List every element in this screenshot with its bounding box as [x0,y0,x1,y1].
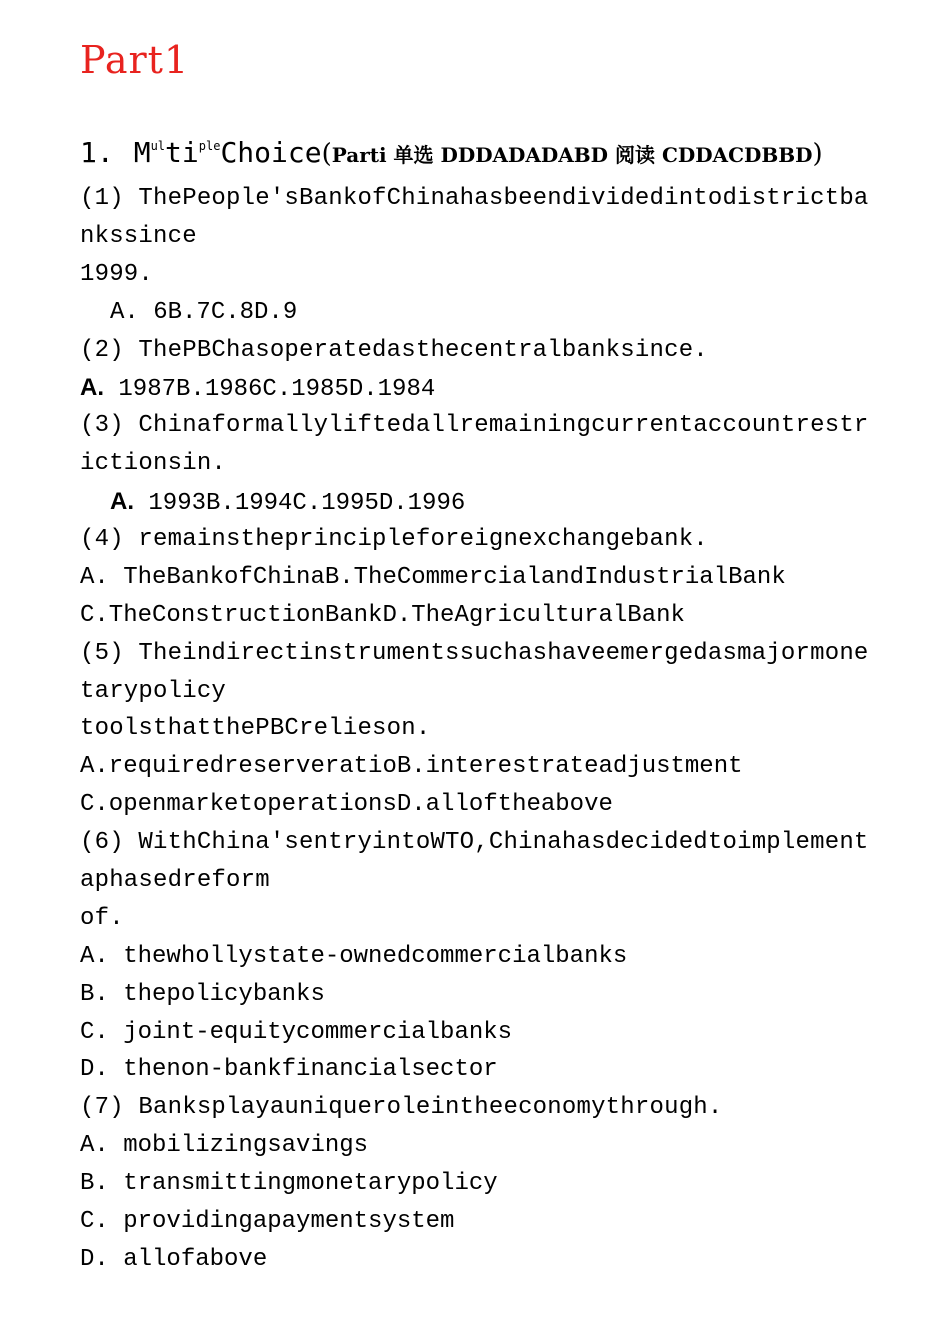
question-text-line: aphasedreform [80,867,270,895]
heading-sup-ple: ple [198,139,221,153]
answer-options [80,369,880,407]
heading-word-choice: Choice [220,136,322,169]
option-letter: A. [110,488,134,516]
answer-option: B. thepolicybanks [80,980,325,1008]
part-title: Part1 [80,38,190,82]
answer-options [80,483,880,521]
answer-option: C.openmarketoperationsD.alloftheabove [80,791,613,819]
heading-sup-ul: ul [150,139,166,153]
heading-open-paren: ( [321,139,332,169]
answer-option: B. transmittingmonetarypolicy [80,1170,498,1198]
question-text-line: nkssince [80,222,197,250]
question-text-line: 1999. [80,260,154,288]
answer-option: A.requiredreserveratioB.interestrateadjustment [80,753,743,781]
question-text-line: (1) ThePeople'sBankofChinahasbeendividedintodistrictba [80,185,869,212]
question-2 [80,332,880,408]
question-text-line: (6) WithChina'sentryintoWTO,Chinahasdecidedtoimplement [80,829,869,857]
answer-option: A. mobilizingsavings [80,1132,369,1160]
answer-option: A. thewhollystate-ownedcommercialbanks [80,942,628,970]
answer-option: A. TheBankofChinaB.TheCommercialandIndustrialBank [80,563,786,591]
answer-options: A. 6B.7C.8D.9 [110,298,298,326]
question-text-line: (5) Theindirectinstrumentssuchashaveemergedasmajormone [80,639,869,667]
option-values: 1987B.1986C.1985D.1984 [104,376,436,404]
question-text-line: (3) Chinaformallyliftedallremainingcurrentaccountrestr [80,412,869,440]
option-letter: A. [80,374,104,402]
heading-close-paren: ) [812,139,823,169]
question-text-line: (4) remainstheprincipleforeignexchangebank. [80,526,708,554]
question-4 [80,521,880,635]
answer-option: C. providingapaymentsystem [80,1208,455,1236]
question-6 [80,824,880,1089]
section-heading [80,124,823,177]
question-text-line: (2) ThePBChasoperatedasthecentralbanksince. [80,336,708,364]
answer-option: D. thenon-bankfinancialsector [80,1056,498,1084]
question-7 [80,1089,880,1278]
answer-key: Parti 单选 DDDADADABD 阅读 CDDACDBBD [331,143,813,167]
question-text-line: (7) Banksplayauniqueroleintheeconomythrough. [80,1094,723,1122]
question-text-line: tarypolicy [80,677,227,705]
heading-word-m: M [133,136,151,169]
answer-option: C.TheConstructionBankD.TheAgriculturalBank [80,601,685,629]
question-text-line: ictionsin. [80,450,227,478]
question-text-line: of. [80,904,124,932]
answer-option: C. joint-equitycommercialbanks [80,1018,513,1046]
heading-word-ti: ti [165,136,199,169]
question-1 [80,180,880,332]
answer-option: D. allofabove [80,1245,268,1273]
question-text-line: toolsthatthePBCrelieson. [80,715,431,743]
question-3 [80,407,880,521]
question-5 [80,635,880,824]
question-list [80,180,880,1279]
section-number: 1. [80,136,114,169]
option-values: 1993B.1994C.1995D.1996 [134,490,466,518]
